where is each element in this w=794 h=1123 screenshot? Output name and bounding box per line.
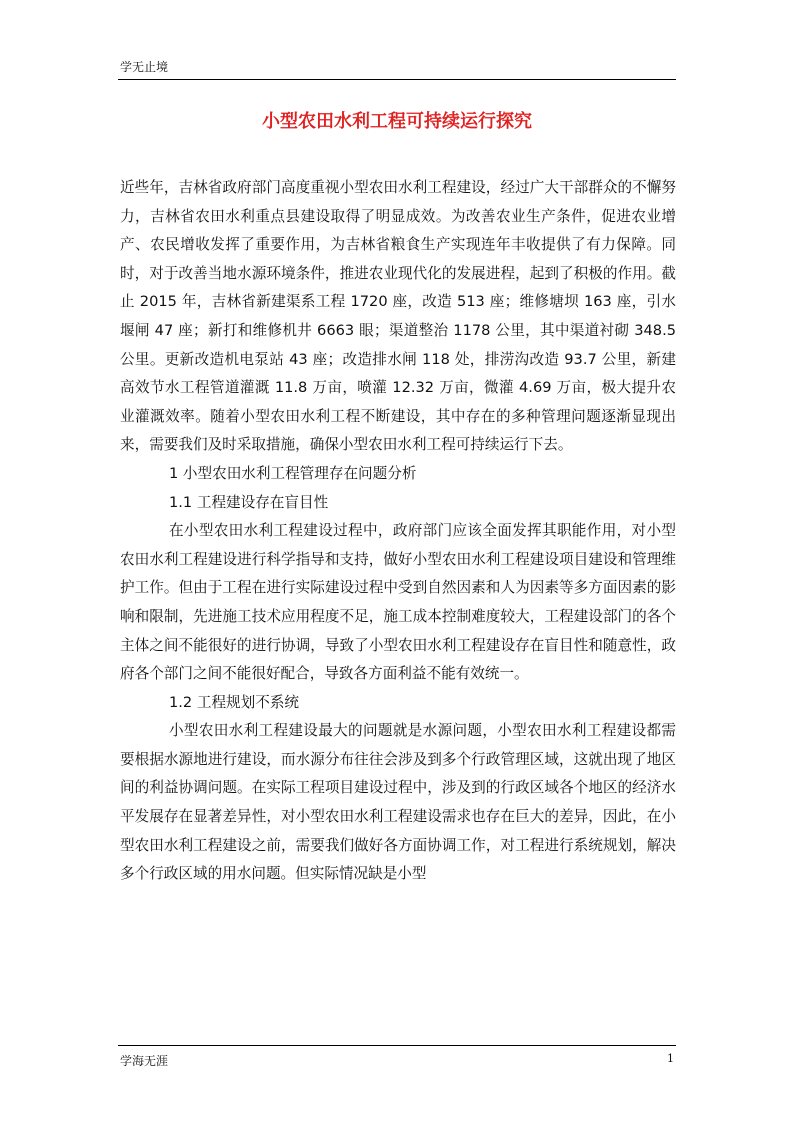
paragraph: 在小型农田水利工程建设过程中，政府部门应该全面发挥其职能作用，对小型农田水利工程建设进行科学指导和支持，做好小型农田水利工程建设项目建设和管理维护工作。但由于工程在进行实际建设过程中受到自然因素和人为因素等多方面因素的影响和限制，先进施工技术应用程度不足，施工成本控制难度较大，工程建设部门的各个主体之间不能很好的进行协调，导致了小型农田水利工程建设存在盲目性和随意性，政府各个部门之间不能很好配合，导致各方面利益不能有效统一。 [120, 522, 676, 683]
document-body [120, 174, 676, 889]
header-divider [118, 79, 676, 80]
document-title: 小型农田水利工程可持续运行探究 [262, 111, 532, 132]
paragraph-intro: 近些年，吉林省政府部门高度重视小型农田水利工程建设，经过广大干部群众的不懈努力，吉林省农田水利重点县建设取得了明显成效。为改善农业生产条件，促进农业增产、农民增收发挥了重要作用，为吉林省粮食生产实现连年丰收提供了有力保障。同时，对于改善当地水源环境条件，推进农业现代化的发展进程，起到了积极的作用。截止 2015 年，吉林省新建渠系工程 1720 座，改造 513 座；维修塘坝 163 座，引水堰闸 47 座；新打和维修机井 6663 眼；渠道整治 1178 公里，其中渠道衬砌 348.5 公里。更新改造机电泵站 43 座；改造排水闸 118 处，排涝沟改造 93.7 公里，新建高效节水工程管道灌溉 11.8 万亩，喷灌 12.32 万亩，微灌 4.69 万亩，极大提升农业灌溉效率。随着小型农田水利工程不断建设，其中存在的多种管理问题逐渐显现出来，需要我们及时采取措施，确保小型农田水利工程可持续运行下去。 [120, 179, 676, 454]
footer-divider [118, 1045, 676, 1046]
section-heading: 1 小型农田水利工程管理存在问题分析 [169, 464, 417, 482]
paragraph: 小型农田水利工程建设最大的问题就是水源问题，小型农田水利工程建设都需要根据水源地进行建设，而水源分布往往会涉及到多个行政管理区域，这就出现了地区间的利益协调问题。在实际工程项目建设过程中，涉及到的行政区域各个地区的经济水平发展存在显著差异性，对小型农田水利工程建设需求也存在巨大的差异，因此，在小型农田水利工程建设之前，需要我们做好各方面协调工作，对工程进行系统规划，解决多个行政区域的用水问题。但实际情况缺是小型 [120, 722, 676, 883]
footer-text: 学海无涯 [120, 1054, 169, 1068]
subsection-heading: 1.2 工程规划不系统 [169, 693, 300, 711]
page-number: 1 [667, 1052, 674, 1065]
header-text: 学无止境 [120, 60, 169, 74]
subsection-heading: 1.1 工程建设存在盲目性 [169, 493, 329, 511]
